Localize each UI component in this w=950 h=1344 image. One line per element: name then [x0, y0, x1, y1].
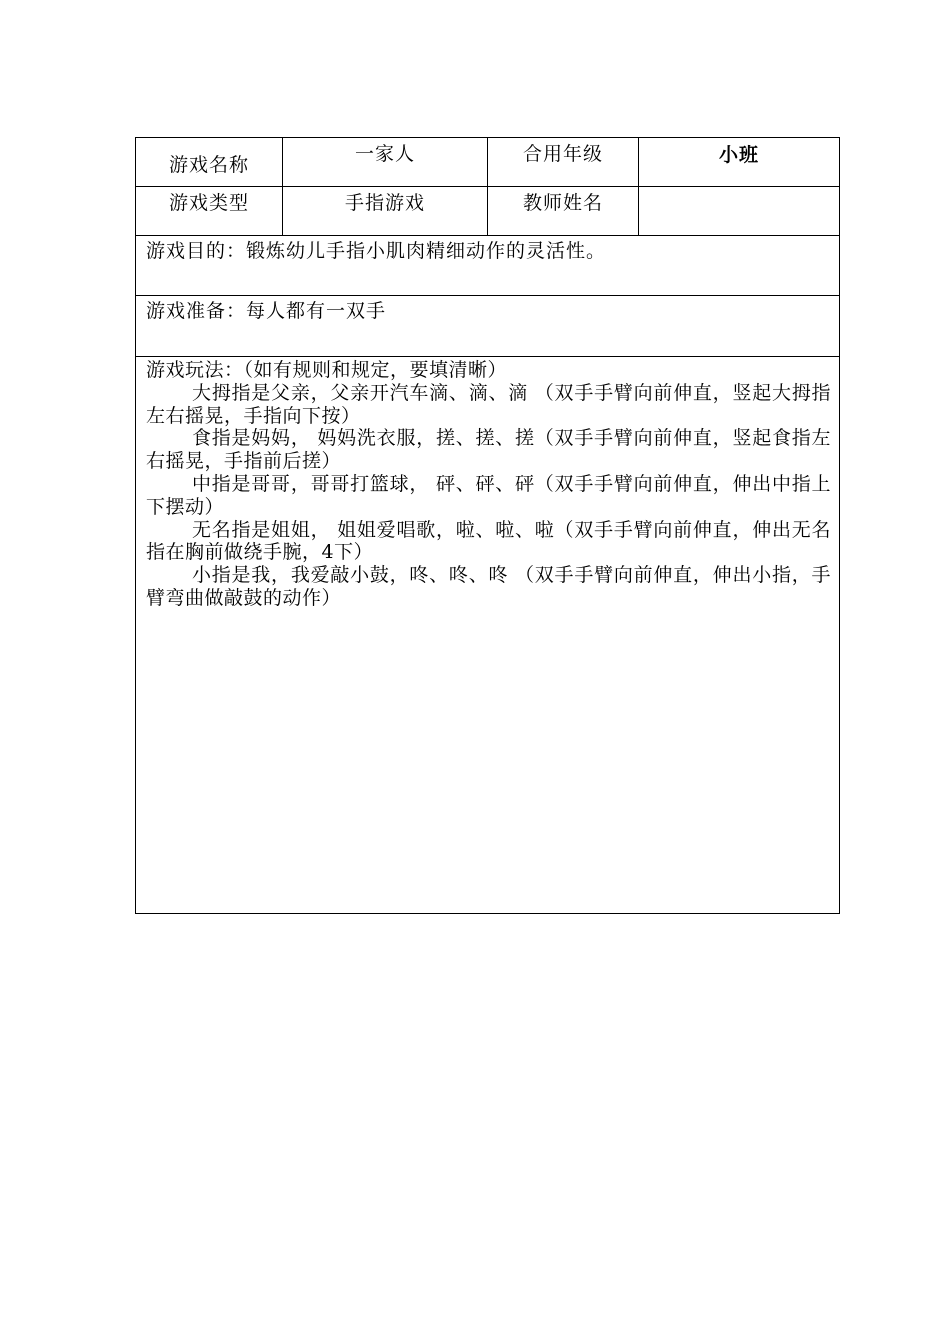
grade-value: 小班: [718, 144, 759, 166]
table-row-purpose: [136, 236, 839, 296]
grade-label-cell: [488, 138, 639, 186]
play-line-index: 食指是妈妈， 妈妈洗衣服，搓、搓、搓（双手手臂向前伸直，竖起食指左右摇晃，手指前后搓）: [146, 427, 831, 473]
grade-value-cell: [639, 138, 839, 186]
play-heading: 游戏玩法：（如有规则和规定，要填清晰）: [146, 359, 508, 381]
table-row-game-name: [136, 138, 839, 187]
game-info-table: [135, 137, 840, 914]
teacher-value-cell: [639, 187, 839, 235]
table-row-game-type: [136, 187, 839, 236]
game-name-value: 一家人: [354, 143, 415, 165]
game-type-value-cell: [283, 187, 488, 235]
game-name-value-cell: [283, 138, 488, 186]
play-line-little: 小指是我，我爱敲小鼓，咚、咚、咚 （双手手臂向前伸直，伸出小指，手臂弯曲做敲鼓的动作）: [146, 564, 831, 609]
teacher-label: 教师姓名: [522, 192, 603, 214]
game-type-value: 手指游戏: [344, 192, 425, 214]
play-line-ring: 无名指是姐姐， 姐姐爱唱歌，啦、啦、啦（双手手臂向前伸直，伸出无名指在胸前做绕手腕，4下）: [146, 518, 831, 564]
game-name-label: 游戏名称: [168, 154, 249, 176]
purpose-text: 游戏目的：锻炼幼儿手指小肌肉精细动作的灵活性。: [146, 240, 607, 262]
grade-label: 合用年级: [522, 143, 603, 165]
table-row-preparation: [136, 296, 839, 357]
teacher-label-cell: [488, 187, 639, 235]
game-type-label: 游戏类型: [168, 192, 249, 214]
preparation-text: 游戏准备：每人都有一双手: [146, 300, 387, 322]
play-line-middle: 中指是哥哥，哥哥打篮球， 砰、砰、砰（双手手臂向前伸直，伸出中指上下摆动）: [146, 472, 831, 518]
game-type-label-cell: [136, 187, 283, 235]
game-name-label-cell: [136, 138, 283, 186]
play-method-section: [146, 359, 831, 610]
play-line-thumb: 大拇指是父亲，父亲开汽车滴、滴、滴 （双手手臂向前伸直，竖起大拇指左右摇晃，手指向下按）: [146, 381, 831, 427]
